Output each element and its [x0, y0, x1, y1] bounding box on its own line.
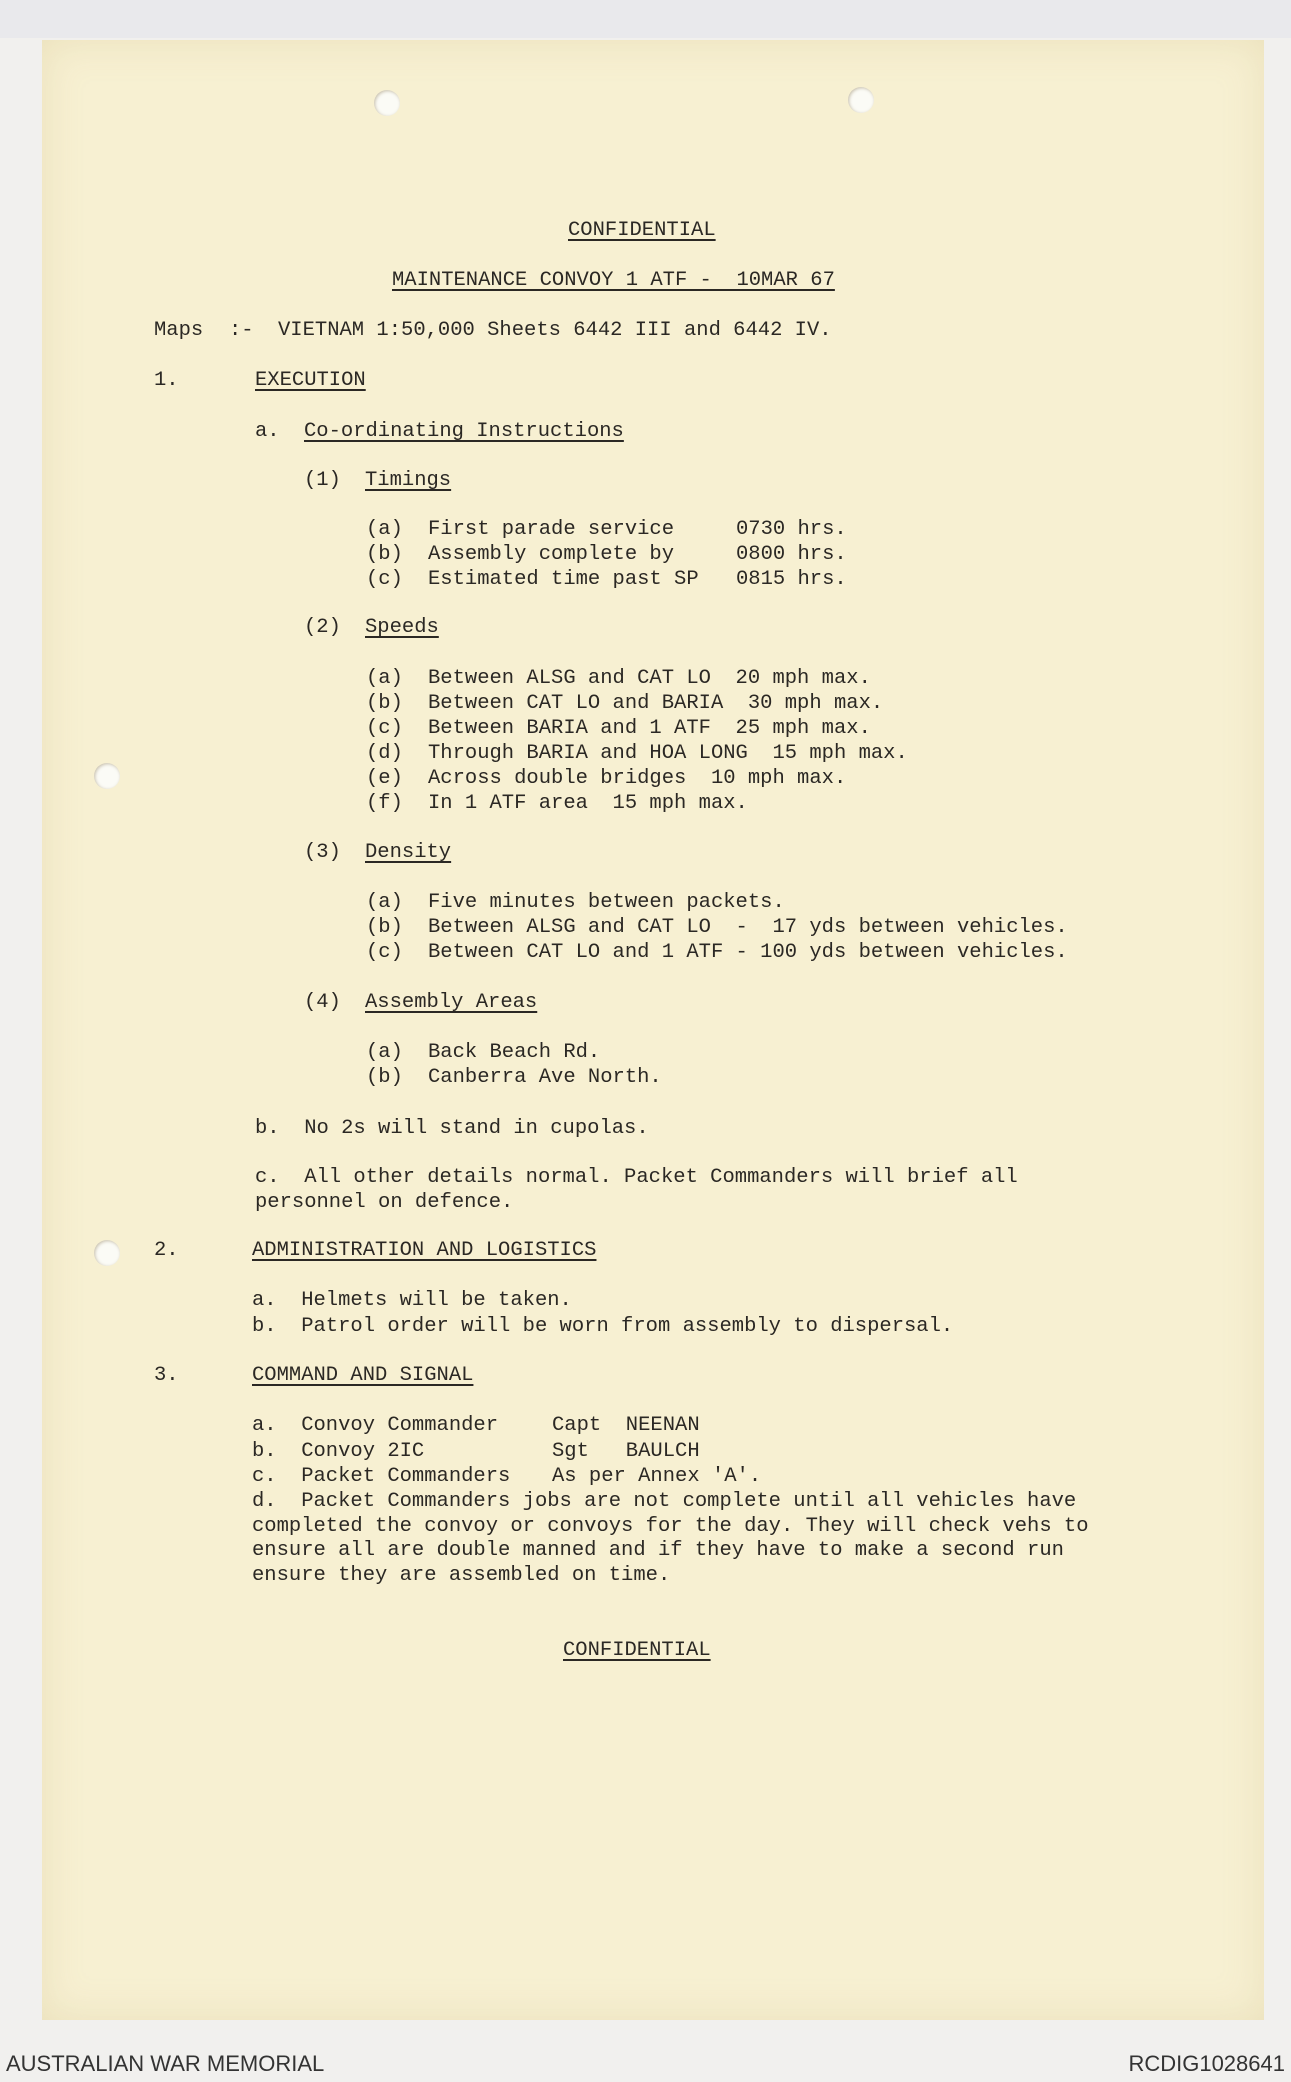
item-text: Between ALSG and CAT LO 20 mph max.: [428, 667, 871, 690]
item-text: Between BARIA and 1 ATF 25 mph max.: [428, 717, 871, 740]
item-key: (f): [366, 792, 403, 815]
item-key: (a): [366, 1041, 403, 1064]
assembly-heading: Assembly Areas: [365, 991, 538, 1014]
item-text: Estimated time past SP: [428, 568, 699, 591]
speeds-heading: Speeds: [365, 616, 439, 639]
item-key: (c): [366, 568, 403, 591]
item-key: (c): [366, 717, 403, 740]
item-key: (a): [366, 891, 403, 914]
item-key: (b): [366, 543, 403, 566]
sub-a-num: a.: [255, 420, 280, 443]
classification-top: CONFIDENTIAL: [568, 219, 716, 242]
speeds-num: (2): [304, 616, 341, 639]
maps-label: Maps: [154, 319, 204, 342]
item-text: First parade service: [428, 518, 675, 541]
command-row-value: As per Annex 'A'.: [552, 1465, 762, 1488]
item-text: In 1 ATF area 15 mph max.: [428, 792, 748, 815]
maps-sep: :-: [229, 319, 254, 342]
item-key: (b): [366, 1066, 403, 1089]
item-key: (c): [366, 941, 403, 964]
maps-text: VIETNAM 1:50,000 Sheets 6442 III and 6442 IV.: [278, 319, 832, 342]
item-text: Five minutes between packets.: [428, 891, 785, 914]
command-row-key: b. Convoy 2IC: [252, 1440, 425, 1463]
punch-hole: [848, 87, 874, 113]
para-d-line: completed the convoy or convoys for the day. They will check vehs to: [252, 1515, 1089, 1538]
item-text: Assembly complete by: [428, 543, 675, 566]
item-key: (a): [366, 667, 403, 690]
section-2-heading: ADMINISTRATION AND LOGISTICS: [252, 1239, 597, 1262]
para-d-line: ensure all are double manned and if they have to make a second run: [252, 1539, 1064, 1562]
section-2-num: 2.: [154, 1239, 179, 1262]
para-c-line1: c. All other details normal. Packet Commanders will brief all: [255, 1166, 1018, 1189]
punch-hole: [94, 763, 120, 789]
section-1-heading: EXECUTION: [255, 369, 366, 392]
command-row-value: Capt NEENAN: [552, 1414, 700, 1437]
item-key: (e): [366, 767, 403, 790]
top-bar: [0, 0, 1291, 38]
punch-hole: [374, 90, 400, 116]
item-value: 0730 hrs.: [736, 518, 847, 541]
section-2-b: b. Patrol order will be worn from assembly to dispersal.: [252, 1315, 954, 1338]
footer-id: RCDIG1028641: [1128, 2051, 1285, 2076]
item-text: Across double bridges 10 mph max.: [428, 767, 847, 790]
classification-bottom: CONFIDENTIAL: [563, 1639, 711, 1662]
density-heading: Density: [365, 841, 452, 864]
command-row-value: Sgt BAULCH: [552, 1440, 700, 1463]
para-c-line2: personnel on defence.: [255, 1191, 514, 1214]
item-key: (b): [366, 692, 403, 715]
sub-a-heading: Co-ordinating Instructions: [304, 420, 624, 443]
item-text: Between ALSG and CAT LO - 17 yds between vehicles.: [428, 916, 1068, 939]
punch-hole: [94, 1240, 120, 1266]
document-title: MAINTENANCE CONVOY 1 ATF - 10MAR 67: [392, 269, 835, 292]
item-text: Through BARIA and HOA LONG 15 mph max.: [428, 742, 908, 765]
section-2-a: a. Helmets will be taken.: [252, 1289, 572, 1312]
footer-source: AUSTRALIAN WAR MEMORIAL: [6, 2051, 325, 2076]
para-d-line: d. Packet Commanders jobs are not complete until all vehicles have: [252, 1490, 1077, 1513]
item-value: 0800 hrs.: [736, 543, 847, 566]
command-row-key: c. Packet Commanders: [252, 1465, 511, 1488]
para-d-line: ensure they are assembled on time.: [252, 1564, 671, 1587]
item-text: Back Beach Rd.: [428, 1041, 601, 1064]
item-key: (a): [366, 518, 403, 541]
item-value: 0815 hrs.: [736, 568, 847, 591]
para-b: b. No 2s will stand in cupolas.: [255, 1117, 649, 1140]
timings-heading: Timings: [365, 469, 452, 492]
item-text: Between CAT LO and 1 ATF - 100 yds between vehicles.: [428, 941, 1068, 964]
command-row-key: a. Convoy Commander: [252, 1414, 499, 1437]
assembly-num: (4): [304, 991, 341, 1014]
item-key: (b): [366, 916, 403, 939]
density-num: (3): [304, 841, 341, 864]
timings-num: (1): [304, 469, 341, 492]
section-1-num: 1.: [154, 369, 179, 392]
section-3-heading: COMMAND AND SIGNAL: [252, 1364, 474, 1387]
item-text: Canberra Ave North.: [428, 1066, 662, 1089]
section-3-num: 3.: [154, 1364, 179, 1387]
item-key: (d): [366, 742, 403, 765]
item-text: Between CAT LO and BARIA 30 mph max.: [428, 692, 884, 715]
